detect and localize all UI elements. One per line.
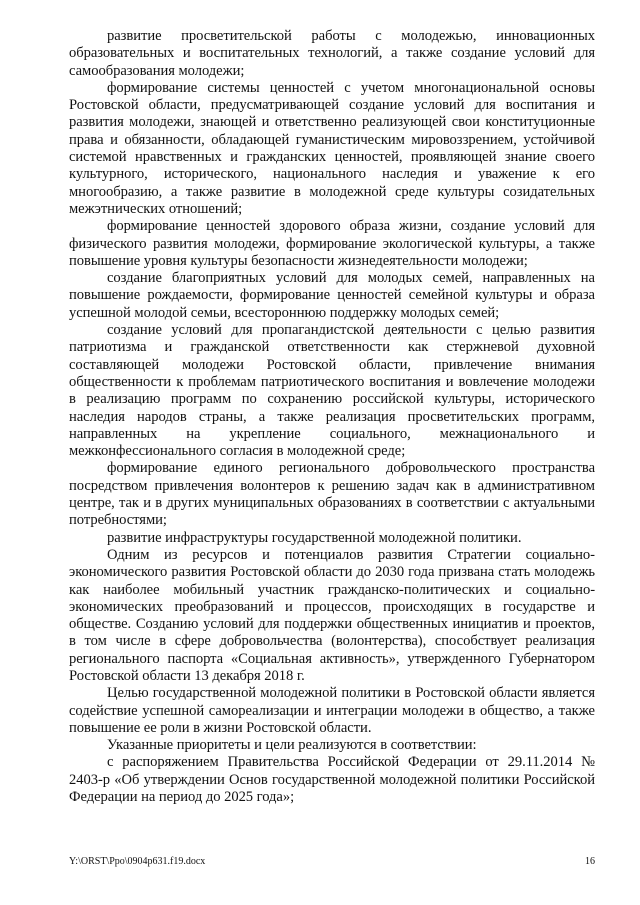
footer-file-path: Y:\ORST\Ppo\0904p631.f19.docx [69, 856, 206, 867]
paragraph-values-system: формирование системы ценностей с учетом многонациональной основы Ростовской области, предусматривающей создание условий для воспитания и развития молодежи, знающей и ответственно реализующей свои конституционные права и обязанности, обладающей гуманистическим мировоззрением, устойчивой системой нравственных и гражданских ценностей, проявляющей знание своего культурного, исторического, национального наследия и уважение к его многообразию, а также развитие в молодежной среде культуры созидательных межэтнических отношений; [69, 79, 595, 217]
paragraph-young-families: создание благоприятных условий для молодых семей, направленных на повышение рождаемости, формирование ценностей семейной культуры и образа успешной молодой семьи, всестороннюю поддержку молодых семей; [69, 270, 595, 321]
paragraph-strategy-resources: Одним из ресурсов и потенциалов развития Стратегии социально-экономического развития Ростовской области до 2030 года призвана стать молодежь как наиболее мобильный участник гражданско-политических и социально-экономических преобразований и процессов, происходящих в государстве и обществе. Созданию условий для поддержки общественных инициатив и проектов, в том числе в сфере добровольчества (волонтерства), способствует реализация регионального паспорта «Социальная активность», утвержденного Губернатором Ростовской области 13 декабря 2018 г. [69, 546, 595, 684]
paragraph-education-development: развитие просветительской работы с молодежью, инновационных образовательных и воспитательных технологий, а также создание условий для самообразования молодежи; [69, 28, 595, 79]
footer-page-number: 16 [585, 856, 595, 867]
paragraph-priorities-intro: Указанные приоритеты и цели реализуются в соответствии: [107, 737, 477, 754]
paragraph-patriotism: создание условий для пропагандистской деятельности с целью развития патриотизма и гражданской ответственности как стержневой духовной составляющей молодежи Ростовской области, привлечение внимания общественности к проблемам патриотического воспитания и вовлечение молодежи в реализацию программ по сохранению российской культуры, исторического наследия народов страны, а также реализация просветительских программ, направленных на укрепление социального, межнационального и межконфессионального согласия в молодежной среде; [69, 322, 595, 460]
paragraph-policy-goal: Целью государственной молодежной политики в Ростовской области является содействие успешной самореализации и интеграции молодежи в общество, а также повышение ее роли в жизни Ростовской области. [69, 685, 595, 736]
document-page [69, 28, 595, 806]
paragraph-government-order: с распоряжением Правительства Российской Федерации от 29.11.2014 № 2403-р «Об утверждении Основ государственной молодежной политики Российской Федерации на период до 2025 года»; [69, 754, 595, 806]
paragraph-healthy-lifestyle: формирование ценностей здорового образа жизни, создание условий для физического развития молодежи, формирование экологической культуры, а также повышение уровня культуры безопасности жизнедеятельности молодежи; [69, 218, 595, 269]
paragraph-volunteering: формирование единого регионального добровольческого пространства посредством привлечения волонтеров к решению задач как в административном центре, так и в других муниципальных образованиях в соответствии с актуальными потребностями; [69, 460, 595, 529]
paragraph-infrastructure: развитие инфраструктуры государственной молодежной политики. [107, 529, 522, 546]
